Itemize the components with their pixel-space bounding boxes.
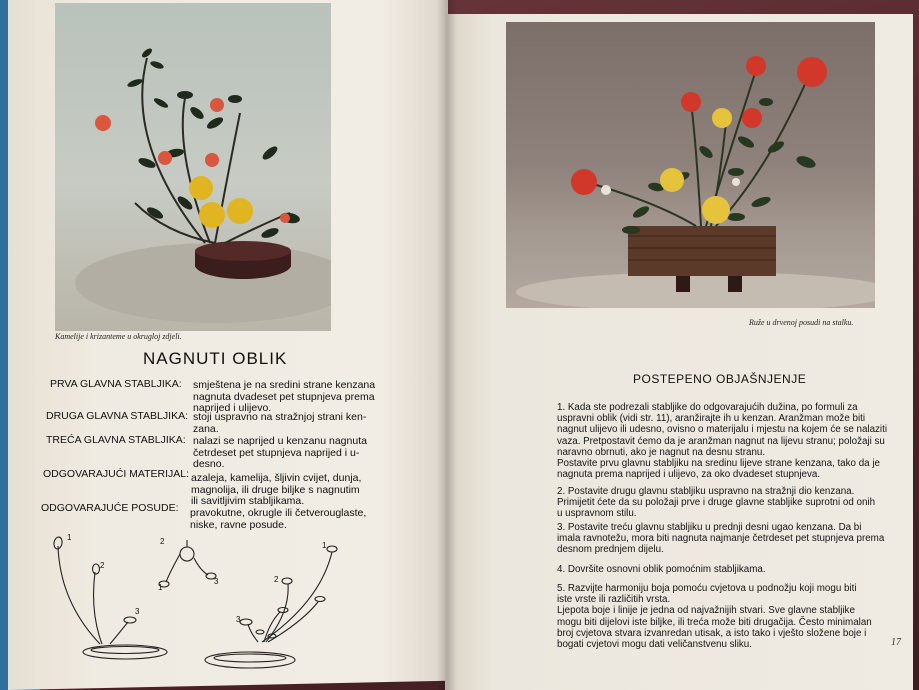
step-paragraph-2: 2. Postavite drugu glavnu stabljiku uspravno na stražnji dio kenzana. Primijetit ćete da su položaji prve i druge glavne stabljike suprotni od onih u uspravnom stilu.: [557, 486, 876, 520]
definition-label-2: DRUGA GLAVNA STABLJIKA:: [46, 410, 188, 422]
page-number: 17: [891, 637, 901, 648]
step-paragraph-4: 4. Dovršite osnovni oblik pomoćnim stabljikama.: [557, 564, 766, 575]
diagram-number-3: 3: [135, 607, 140, 616]
definition-text-4: azaleja, kamelija, šljivin cvijet, dunja, magnolija, ili druge biljke s nagnutim ili savitljivim stabljikama.: [191, 472, 362, 507]
definition-label-3: TREĆA GLAVNA STABLJIKA:: [46, 434, 186, 446]
diagram-number-5: 1: [158, 583, 163, 592]
diagram-number-7: 1: [322, 541, 327, 550]
section-title-nagnuti-oblik: NAGNUTI OBLIK: [143, 349, 288, 368]
definition-label-4: ODGOVARAJUĆI MATERIJAL:: [43, 468, 190, 480]
definition-label-5: ODGOVARAJUĆE POSUDE:: [41, 502, 179, 514]
left-photo-caption: Kamelije i krizanteme u okrugloj zdjeli.: [55, 332, 182, 341]
step-paragraph-5: 5. Razvijte harmoniju boja pomoću cvjetova u podnožju koji mogu biti iste vrste ili različitih vrsta. Ljepota boje i linije je jedna od najvažnijih stvari. Sve glavne stabljike mogu biti dijelovi iste biljke, ili treća može biti drugačija. Često minimalan broj cvjetova stvara izvanredan utisak, a isto tako i vješto složene boje i bogati cvjetovi mogu dati veličanstvenu sliku.: [557, 583, 872, 651]
arrangement-diagrams: [40, 532, 400, 682]
definition-label-1: PRVA GLAVNA STABLJIKA:: [50, 378, 182, 390]
diagram-number-2: 2: [100, 561, 105, 570]
definition-text-3: nalazi se naprijed u kenzanu nagnuta četrdeset pet stupnjeva naprijed i u- desno.: [193, 435, 367, 470]
right-photo-caption: Ruže u drvenoj posudi na stalku.: [749, 318, 854, 327]
diagram-number-4: 2: [160, 537, 165, 546]
definition-text-2: stoji uspravno na stražnjoj strani ken- zana.: [193, 411, 367, 435]
definition-text-1: smještena je na sredini strane kenzana nagnuta dvadeset pet stupnjeva prema naprijed i ulijevo.: [193, 379, 376, 414]
definition-text-5: pravokutne, okrugle ili četverouglaste, niske, ravne posude.: [190, 507, 367, 531]
diagram-number-6: 3: [214, 577, 219, 586]
diagram-number-8: 2: [274, 575, 279, 584]
step-paragraph-3: 3. Postavite treću glavnu stabljiku u prednji desni ugao kenzana. Da bi imala ravnotežu, mora biti nagnuta najmanje četrdeset pet stupnjeva prema desnom prednjem dijelu.: [557, 522, 885, 556]
photo-roses-wooden-vase: [506, 22, 875, 308]
book-gutter: [437, 0, 457, 690]
diagram-number-9: 3: [236, 615, 241, 624]
section-title-postepeno-objasnjenje: POSTEPENO OBJAŠNJENJE: [633, 372, 807, 386]
photo-camellias-chrysanthemums: [55, 3, 331, 331]
step-paragraph-1: 1. Kada ste podrezali stabljike do odgovarajućih dužina, po formuli za uspravni oblik (vidi str. 11), aranžirajte ih u kenzan. Aranžman može biti nagnut ulijevo ili udesno, ovisno o materijalu i mjestu na kojem će se nalaziti vaza. Pretpostavit ćemo da je aranžman nagnut na lijevu stranu; položaji su naravno obrnuti, ako je nagnut na desnu stranu. Postavite prvu glavnu stabljiku na sredinu lijeve strane kenzana, tako da je nagnuta prema naprijed i ulijevo, za oko dvadeset stupnjeva.: [557, 402, 888, 481]
diagram-number-1: 1: [67, 533, 72, 542]
